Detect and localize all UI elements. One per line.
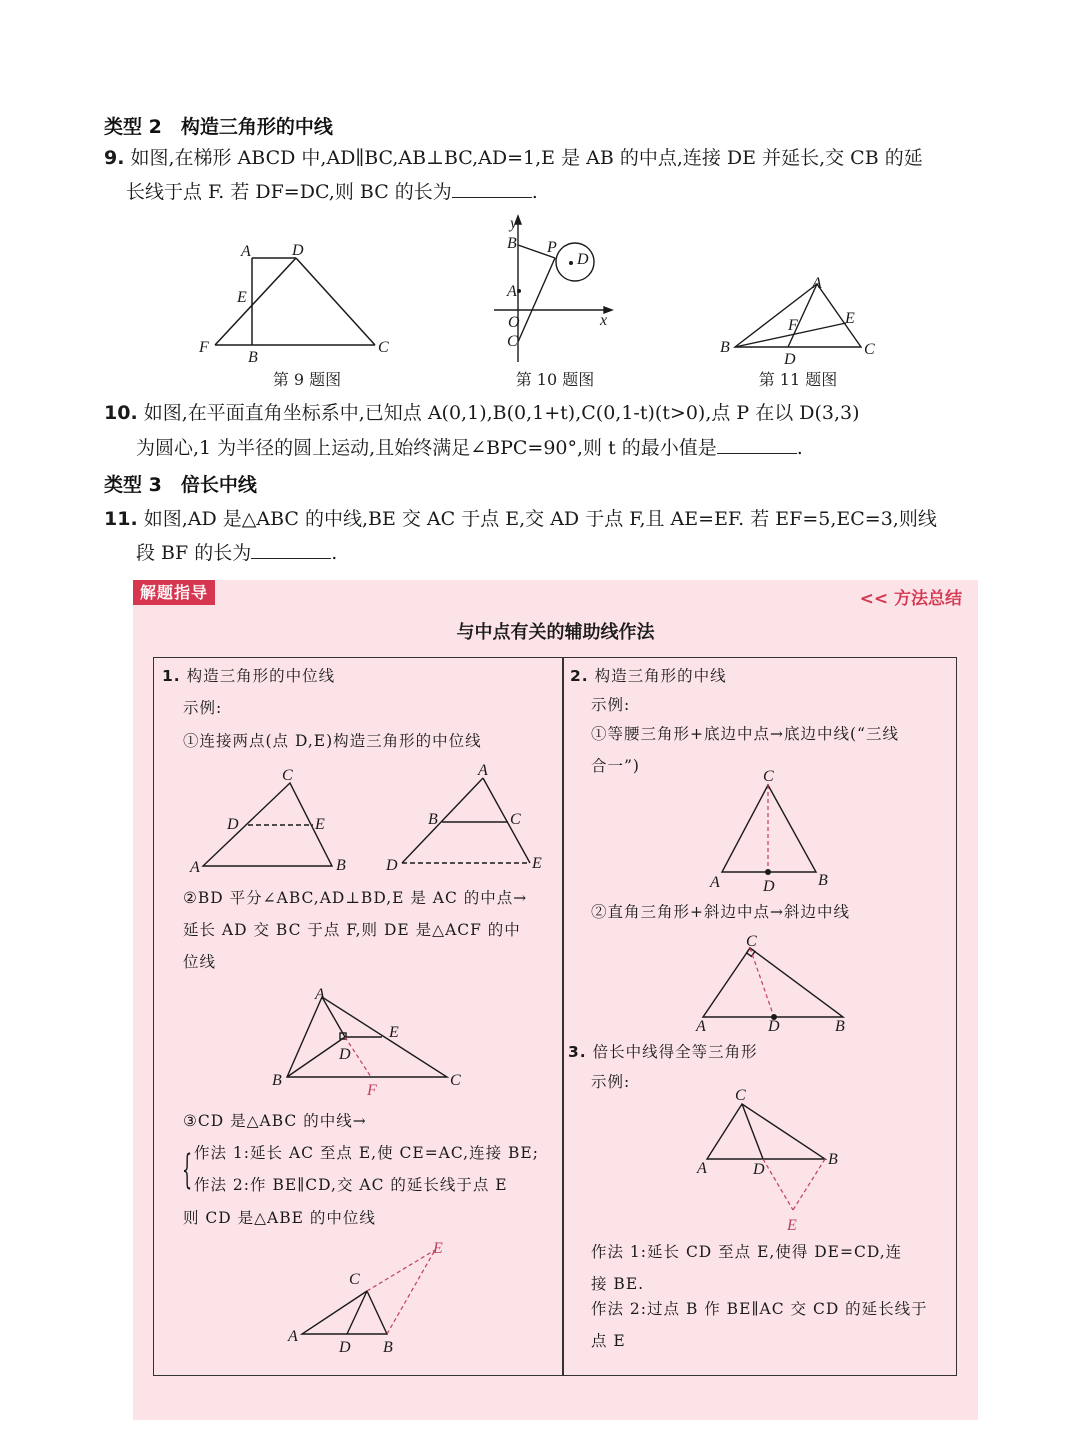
midline-figure-1 (185, 768, 355, 878)
question-11 (104, 502, 984, 536)
period: . (796, 437, 803, 459)
section-number: 2. (570, 667, 589, 685)
question-text-line1: 如图,AD 是△ABC 的中线,BE 交 AC 于点 E,交 AD 于点 F,且 AE=EF. 若 EF=5,EC=3,则线 (143, 508, 937, 530)
svg-text:C: C (510, 811, 521, 828)
svg-text:E: E (532, 855, 542, 872)
label-o: O (508, 314, 520, 331)
left-section-title (162, 660, 335, 692)
label-c: C (864, 341, 875, 358)
question-text-line1: 如图,在梯形 ABCD 中,AD∥BC,AB⊥BC,AD=1,E 是 AB 的中点,连接 DE 并延长,交 CB 的延 (130, 147, 923, 169)
svg-text:D: D (386, 857, 398, 874)
method-1-text: 作法 1:延长 AC 至点 E,使 CE=AC,连接 BE; (194, 1144, 539, 1162)
label-e: E (845, 310, 855, 327)
label-d: D (292, 242, 304, 259)
svg-text:E: E (315, 816, 325, 833)
label-b: B (507, 235, 517, 252)
answer-blank[interactable] (452, 179, 532, 198)
figure-9-trapezoid (195, 238, 405, 368)
label-e: E (237, 289, 247, 306)
svg-text:B: B (428, 811, 438, 828)
svg-text:A: A (315, 986, 325, 1003)
angle-bisector-figure (265, 985, 475, 1100)
brace-icon: { (182, 1147, 193, 1193)
svg-text:A: A (710, 874, 720, 891)
right-item-2: ②直角三角形+斜边中点→斜边中线 (591, 903, 850, 921)
item-2-line1: ②BD 平分∠ABC,AD⊥BD,E 是 AC 的中点→ (183, 889, 528, 907)
svg-text:C: C (763, 768, 774, 785)
svg-text:E: E (389, 1024, 399, 1041)
svg-text:A: A (478, 762, 488, 779)
svg-text:B: B (272, 1072, 282, 1089)
question-number: 9. (104, 147, 125, 169)
item-2-line3: 位线 (183, 953, 217, 971)
label-b: B (248, 349, 258, 366)
right-triangle-figure (690, 928, 860, 1036)
svg-text:E: E (433, 1240, 443, 1257)
question-10 (104, 396, 984, 430)
svg-text:B: B (383, 1339, 393, 1356)
svg-text:C: C (282, 768, 293, 784)
answer-blank[interactable] (251, 540, 331, 559)
isosceles-triangle-figure (700, 765, 840, 895)
section-number: 1. (162, 667, 181, 685)
svg-text:C: C (349, 1271, 360, 1288)
section-title-text: 构造三角形的中线 (594, 667, 727, 685)
svg-text:A: A (696, 1018, 706, 1035)
method-1-line1: 作法 1:延长 CD 至点 E,使得 DE=CD,连 (591, 1243, 903, 1261)
section-title-text: 倍长中线得全等三角形 (592, 1043, 758, 1061)
question-text-line2: 长线于点 F. 若 DF=DC,则 BC 的长为 (126, 181, 452, 203)
right-method-2 (591, 1293, 951, 1357)
item-1-line2: 合一”) (591, 757, 640, 775)
right-section-title (570, 660, 727, 692)
left-item-1: ①连接两点(点 D,E)构造三角形的中位线 (183, 732, 482, 750)
question-text-line2: 段 BF 的长为 (136, 542, 252, 564)
svg-text:C: C (746, 933, 757, 950)
label-c: C (378, 339, 389, 356)
method-2-line2: 点 E (591, 1332, 626, 1350)
label-a: A (812, 275, 822, 292)
section-3-heading: 类型 3 倍长中线 (104, 474, 257, 496)
double-median-figure (690, 1082, 860, 1237)
label-x: x (600, 312, 608, 329)
question-number: 10. (104, 402, 138, 424)
label-p: P (547, 239, 557, 256)
right-method-1 (591, 1236, 951, 1300)
label-b: B (720, 339, 730, 356)
section-title-text: 构造三角形的中位线 (186, 667, 336, 685)
left-example-label: 示例: (183, 699, 223, 717)
svg-text:D: D (768, 1018, 780, 1035)
figure-10-caption: 第 10 题图 (515, 370, 595, 389)
left-item-3: ③CD 是△ABC 的中线→ (183, 1112, 367, 1130)
svg-text:C: C (450, 1072, 461, 1089)
label-c: C (507, 333, 518, 350)
svg-text:E: E (787, 1217, 797, 1234)
question-text-line2: 为圆心,1 为半径的圆上运动,且始终满足∠BPC=90°,则 t 的最小值是 (136, 437, 717, 459)
right-example-label: 示例: (591, 696, 631, 714)
svg-text:D: D (753, 1161, 765, 1178)
column-divider (562, 657, 564, 1376)
svg-text:A: A (288, 1328, 298, 1345)
question-text-line1: 如图,在平面直角坐标系中,已知点 A(0,1),B(0,1+t),C(0,1-t)(t>0),点 P 在以 D(3,3) (143, 402, 860, 424)
solution-guide-tag: 解题指导 (133, 580, 215, 605)
label-a: A (241, 243, 251, 260)
midline-figure-2 (380, 760, 550, 878)
left-item-2 (183, 882, 558, 978)
period: . (331, 542, 338, 564)
question-10-line2 (136, 431, 803, 465)
label-d: D (784, 351, 796, 367)
left-conclusion: 则 CD 是△ABE 的中位线 (183, 1209, 376, 1227)
method-2-line1: 作法 2:过点 B 作 BE∥AC 交 CD 的延长线于 (591, 1300, 928, 1318)
figure-11-triangle (715, 272, 885, 367)
figure-11-caption: 第 11 题图 (758, 370, 838, 389)
svg-text:B: B (828, 1151, 838, 1168)
svg-text:A: A (190, 859, 200, 876)
svg-text:D: D (339, 1339, 351, 1356)
svg-text:B: B (818, 872, 828, 889)
label-d: D (577, 251, 589, 268)
svg-text:B: B (835, 1018, 845, 1035)
svg-text:A: A (697, 1160, 707, 1177)
method-summary-label: << 方法总结 (859, 589, 962, 609)
period: . (531, 181, 538, 203)
label-y: y (510, 215, 518, 232)
svg-text:C: C (735, 1087, 746, 1104)
median-extension-figure (285, 1235, 455, 1360)
question-9 (104, 141, 984, 175)
figure-10-coordinate-plane (490, 212, 620, 367)
question-number: 11. (104, 508, 138, 530)
section-number: 3. (568, 1043, 587, 1061)
svg-text:D: D (339, 1046, 351, 1063)
svg-text:F: F (367, 1082, 377, 1099)
answer-blank[interactable] (717, 435, 797, 454)
method-2-text: 作法 2:作 BE∥CD,交 AC 的延长线于点 E (194, 1176, 508, 1194)
question-9-line2 (126, 175, 538, 209)
label-f: F (199, 339, 209, 356)
label-f: F (788, 317, 798, 334)
svg-text:B: B (336, 857, 346, 874)
item-2-line2: 延长 AD 交 BC 于点 F,则 DE 是△ACF 的中 (183, 921, 521, 939)
figure-9-caption: 第 9 题图 (272, 370, 342, 389)
label-a: A (507, 283, 517, 300)
item-1-line1: ①等腰三角形+底边中点→底边中线(“三线 (591, 725, 899, 743)
right-example3-label: 示例: (591, 1073, 631, 1091)
method-1-line2: 接 BE. (591, 1275, 645, 1293)
section-2-heading: 类型 2 构造三角形的中线 (104, 116, 333, 138)
guide-title: 与中点有关的辅助线作法 (456, 622, 655, 643)
question-11-line2 (136, 536, 337, 570)
right-section-3-title (568, 1036, 758, 1068)
svg-text:D: D (227, 816, 239, 833)
svg-text:D: D (763, 878, 775, 895)
